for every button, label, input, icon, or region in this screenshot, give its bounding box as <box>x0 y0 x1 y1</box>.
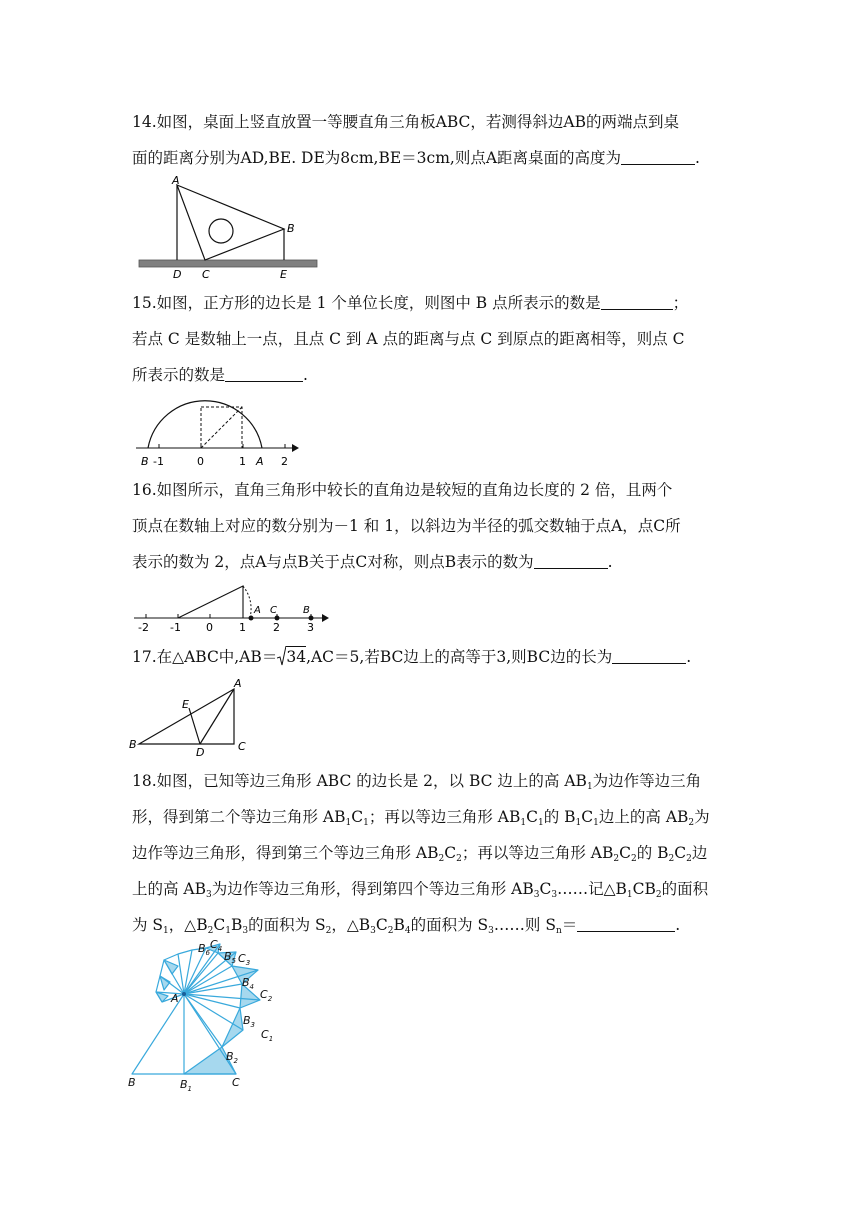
label-b1: $B_1$ <box>180 1078 193 1093</box>
q15-text3: 所表示的数是 <box>132 366 226 384</box>
table-surface <box>139 260 317 267</box>
q18-line2: 形，得到第二个等边三角形 $AB_1C_1$；再以等边三角形 $AB_1C_1$的 $B_1C_1$边上的高 $AB_2$为 <box>132 808 710 828</box>
tick-1: 1 <box>239 621 246 634</box>
tick-minus-2: -2 <box>138 621 149 634</box>
label-b6: $B_6$ <box>198 942 211 957</box>
sqrt-34 <box>277 646 306 668</box>
q14-line1: 14.如图，桌面上竖直放置一等腰直角三角板ABC，若测得斜边AB的两端点到桌 <box>132 113 679 131</box>
label-c: C <box>238 740 246 753</box>
q15-line2: 若点 C 是数轴上一点，且点 C 到 A 点的距离与点 C 到原点的距离相等，则点 C <box>132 330 685 348</box>
label-c: C <box>232 1076 240 1089</box>
point-c <box>275 616 280 621</box>
q16-line1: 16.如图所示，直角三角形中较长的直角边是较短的直角边长度的 2 倍，且两个 <box>132 481 673 499</box>
tick-0: 0 <box>197 455 204 468</box>
q15-semicolon: ； <box>672 294 689 312</box>
q15-answer-blank-1[interactable] <box>601 293 673 310</box>
label-c2: $C_2$ <box>260 988 273 1003</box>
unit-square <box>201 407 242 448</box>
q16-text3: 表示的数为 2，点A与点B关于点C对称，则点B表示的数为 <box>132 553 534 571</box>
label-a: A <box>172 174 180 187</box>
right-triangle <box>178 586 243 618</box>
point-b <box>309 616 314 621</box>
ruler-hole <box>209 219 233 243</box>
tick-1: 1 <box>239 455 246 468</box>
q17-figure <box>126 674 256 756</box>
semicircle-arc <box>148 401 262 448</box>
q18-line1: 18.如图，已知等边三角形 ABC 的边长是 2，以 BC 边上的高 $AB_1$为边作等边三角 <box>132 772 702 792</box>
q16-line3: 表示的数为 2，点A与点B关于点C对称，则点B表示的数为 . <box>132 553 613 571</box>
q15-text1: 15.如图，正方形的边长是 1 个单位长度，则图中 B 点所表示的数是 <box>132 294 601 312</box>
q14-figure <box>132 172 332 284</box>
q18-line4: 上的高 $AB_3$为边作等边三角形，得到第四个等边三角形 $AB_3C_3\dots\dots$记$\triangle B_1CB_2$的面积 <box>132 880 709 900</box>
label-a: A <box>254 605 261 616</box>
q17-line1: 17.在△ABC中,AB＝ 34,AC＝5,若BC边上的高等于3,则BC边的长为 . <box>132 648 692 666</box>
label-a: A <box>234 677 242 690</box>
q15-line1 <box>132 292 688 314</box>
label-c1: $C_1$ <box>261 1028 274 1043</box>
label-a: A <box>256 455 264 468</box>
label-b4: $B_4$ <box>242 976 255 991</box>
q17-text-a: 17.在△ABC中,AB＝ <box>132 648 278 666</box>
q18-line3: 边作等边三角形，得到第三个等边三角形 $AB_2C_2$；再以等边三角形 $AB_2C_2$的 $B_2C_2$边 <box>132 844 708 864</box>
q18-answer-blank[interactable] <box>577 915 675 932</box>
tick-2: 2 <box>281 455 288 468</box>
square-diagonal <box>201 407 242 448</box>
tick-3: 3 <box>307 621 314 634</box>
q14-line2: 面的距离分别为AD,BE. DE为8cm,BE＝3cm,则点A距离桌面的高度为 . <box>132 149 700 167</box>
label-b: B <box>303 605 310 616</box>
q18-spiral-figure <box>126 936 286 1096</box>
label-b: B <box>141 455 149 468</box>
label-d: D <box>196 746 205 756</box>
label-c: C <box>202 268 210 281</box>
q17-answer-blank[interactable] <box>612 647 686 664</box>
label-a: A <box>171 992 179 1005</box>
label-b: B <box>128 1076 136 1089</box>
q18-line5: 为 $S_1$，$\triangle B_2C_1B_3$的面积为 $S_2$，$\triangle B_3C_2B_4$的面积为 $S_3\dots\dots$则 $S_n=$ . <box>132 916 681 936</box>
label-e: E <box>280 268 287 281</box>
label-d: D <box>173 268 182 281</box>
q15-figure <box>132 392 307 474</box>
q16-answer-blank[interactable] <box>534 552 608 569</box>
label-b2: $B_2$ <box>226 1050 239 1065</box>
label-b: B <box>129 738 137 751</box>
q14-text: 面的距离分别为AD,BE. DE为8cm,BE＝3cm,则点A距离桌面的高度为 <box>132 149 622 167</box>
label-b3: $B_3$ <box>243 1014 256 1029</box>
triangle-ruler <box>177 185 284 260</box>
q15-line3: 所表示的数是 . <box>132 366 308 384</box>
label-b: B <box>287 222 295 235</box>
tick-0: 0 <box>206 621 213 634</box>
label-e: E <box>182 698 189 711</box>
tick-2: 2 <box>273 621 280 634</box>
dashed-arc <box>243 586 251 618</box>
tick-minus-1: -1 <box>170 621 181 634</box>
label-c: C <box>270 605 277 616</box>
q15-answer-blank-2[interactable] <box>225 365 303 382</box>
q16-figure <box>132 582 332 634</box>
segment-de <box>189 708 200 744</box>
q17-text-b: ,AC＝5,若BC边上的高等于3,则BC边的长为 <box>306 648 613 666</box>
sqrt-radicand: 34 <box>286 648 307 666</box>
label-c3: $C_3$ <box>238 952 251 967</box>
label-c4: $C_4$ <box>210 938 223 953</box>
point-a <box>249 616 254 621</box>
segment-ad <box>200 689 234 744</box>
q16-line2: 顶点在数轴上对应的数分别为－1 和 1，以斜边为半径的弧交数轴于点A，点C所 <box>132 517 681 535</box>
label-b5: $B_5$ <box>224 950 237 965</box>
tick-minus-1: -1 <box>153 455 164 468</box>
q14-answer-blank[interactable] <box>621 148 695 165</box>
